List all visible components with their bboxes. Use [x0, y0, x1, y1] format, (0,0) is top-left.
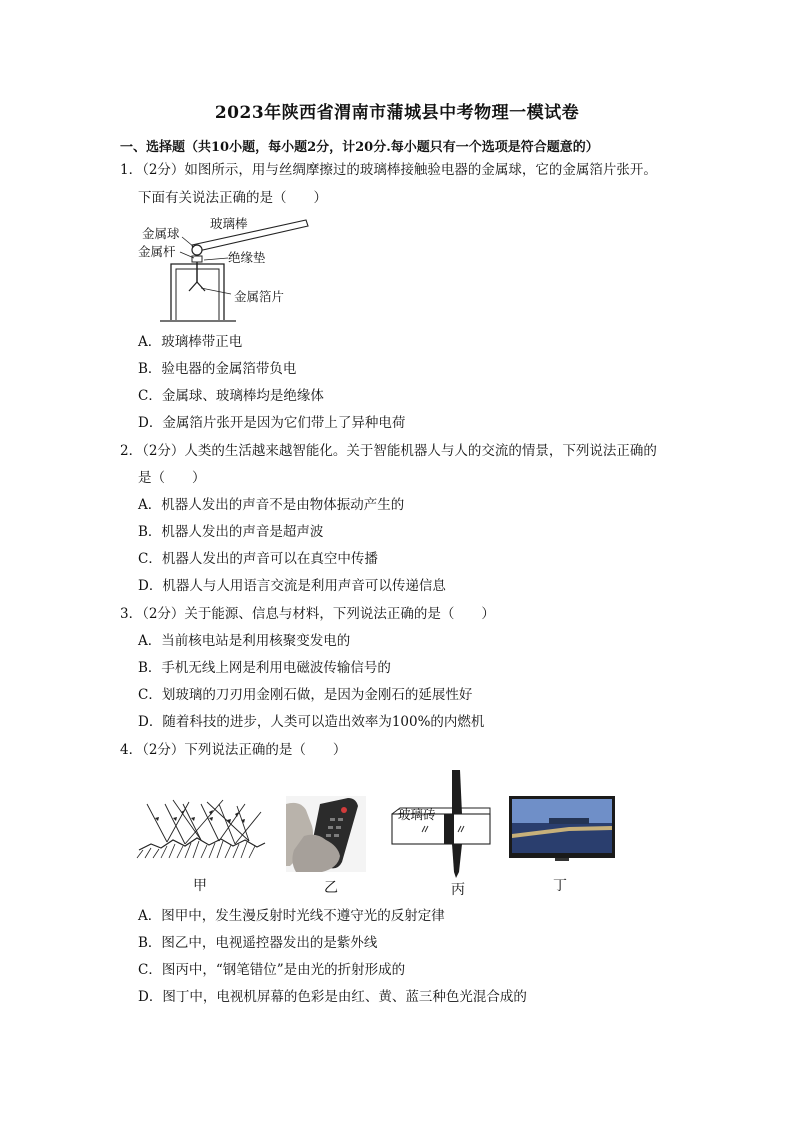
caption-ding: 丁 — [553, 878, 567, 894]
diffuse-reflection-diagram — [137, 798, 267, 868]
q3-option-b: B．手机无线上网是利用电磁波传输信号的 — [138, 660, 391, 676]
label-glass-brick: 玻璃砖 — [398, 807, 436, 822]
pen-upper — [452, 770, 462, 814]
page-title: 2023年陕西省渭南市蒲城县中考物理一模试卷 — [214, 103, 580, 123]
q2-option-a: A．机器人发出的声音不是由物体振动产生的 — [138, 497, 405, 513]
caption-yi: 乙 — [324, 880, 338, 896]
television-photo — [509, 796, 615, 862]
q4-option-a: A．图甲中，发生漫反射时光线不遵守光的反射定律 — [138, 908, 445, 924]
q3-option-c: C．划玻璃的刀刃用金刚石做，是因为金刚石的延展性好 — [138, 687, 473, 703]
insulating-pad — [192, 256, 202, 262]
q1-stem-line2: 下面有关说法正确的是（ ） — [138, 190, 327, 206]
q1-option-c: C．金属球、玻璃棒均是绝缘体 — [138, 388, 324, 404]
q3-option-a: A．当前核电站是利用核聚变发电的 — [138, 633, 351, 649]
q1-option-d: D．金属箔片张开是因为它们带上了异种电荷 — [138, 415, 406, 431]
pen-lower — [452, 844, 462, 878]
q3-option-d: D．随着科技的进步，人类可以造出效率为100%的内燃机 — [138, 714, 485, 730]
label-insulating-pad: 绝缘垫 — [228, 250, 266, 265]
label-metal-foil: 金属箔片 — [234, 289, 285, 304]
caption-bing: 丙 — [451, 882, 465, 898]
q2-option-c: C．机器人发出的声音可以在真空中传播 — [138, 551, 378, 567]
q4-option-d: D．图丁中，电视机屏幕的色彩是由红、黄、蓝三种色光混合成的 — [138, 989, 527, 1005]
section-heading: 一、选择题（共10小题，每小题2分，计20分.每小题只有一个选项是符合题意的） — [120, 140, 599, 155]
q1-option-b: B．验电器的金属箔带负电 — [138, 361, 297, 377]
q2-option-d: D．机器人与人用语言交流是利用声音可以传递信息 — [138, 578, 446, 594]
q1-option-a: A．玻璃棒带正电 — [138, 334, 243, 350]
metal-foils — [189, 282, 205, 291]
q2-option-b: B．机器人发出的声音是超声波 — [138, 524, 324, 540]
q1-stem-line1: 1．（2分）如图所示，用与丝绸摩擦过的玻璃棒接触验电器的金属球，它的金属箔片张开。 — [120, 162, 657, 178]
label-metal-stem: 金属杆 — [138, 244, 176, 259]
caption-jia: 甲 — [193, 878, 207, 894]
q4-option-c: C．图丙中，“钢笔错位”是由光的折射形成的 — [138, 962, 406, 978]
q3-stem: 3．（2分）关于能源、信息与材料，下列说法正确的是（ ） — [120, 606, 495, 622]
pen-glass-brick-diagram — [388, 768, 492, 880]
label-glass-rod: 玻璃棒 — [210, 216, 248, 231]
q2-stem-line2: 是（ ） — [138, 470, 206, 486]
pen-shifted — [444, 814, 454, 844]
remote-control-photo — [286, 796, 366, 872]
label-metal-ball: 金属球 — [142, 226, 180, 241]
q4-option-b: B．图乙中，电视遥控器发出的是紫外线 — [138, 935, 378, 951]
q4-stem: 4．（2分）下列说法正确的是（ ） — [120, 742, 347, 758]
q2-stem-line1: 2．（2分）人类的生活越来越智能化。关于智能机器人与人的交流的情景，下列说法正确的 — [120, 443, 657, 459]
